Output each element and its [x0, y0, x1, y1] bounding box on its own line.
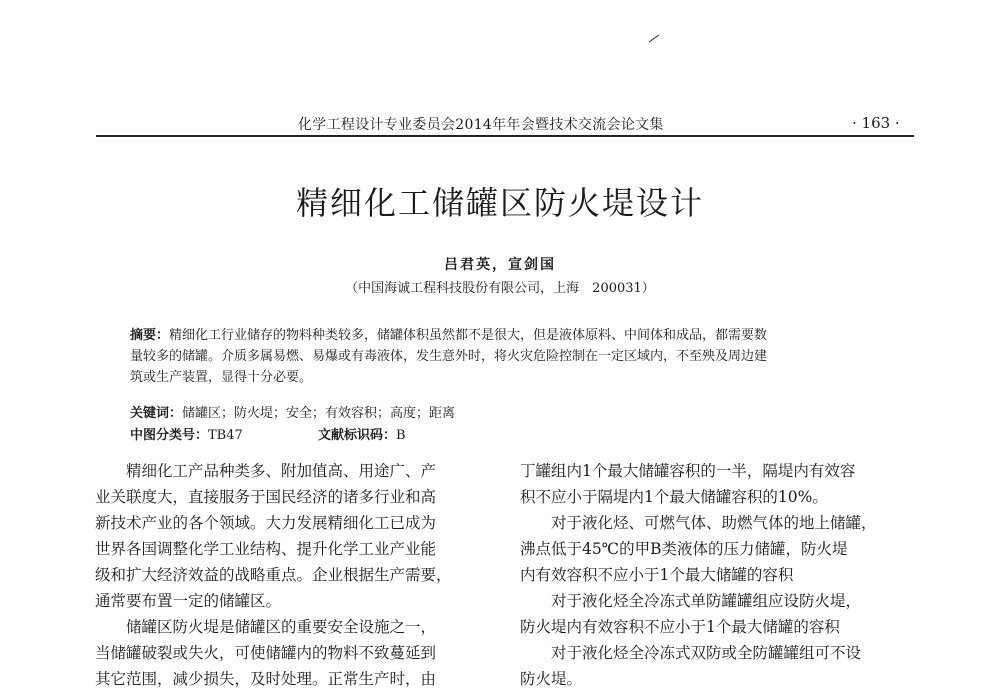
body-line: 对于液化烃全冷冻式双防或全防罐罐组可不设 — [551, 644, 862, 662]
keywords — [130, 402, 455, 421]
running-header: 化学工程设计专业委员会2014年年会暨技术交流会论文集 — [298, 117, 664, 133]
page-number: · 163 · — [852, 114, 900, 132]
body-line: 积不应小于隔堤内1个最大储罐容积的10%。 — [520, 488, 828, 506]
keywords-label: 关键词： — [130, 406, 183, 421]
body-line: 对于液化烃全冷冻式单防罐罐组应设防火堤， — [551, 592, 862, 610]
body-line: 储罐区防火堤是储罐区的重要安全设施之一， — [126, 618, 437, 636]
document-code-value: B — [396, 428, 406, 443]
classification-number — [130, 424, 243, 443]
affiliation: （中国海诚工程科技股份有限公司，上海 200031） — [345, 281, 655, 296]
classification-value: TB47 — [208, 428, 243, 443]
abstract — [130, 325, 890, 388]
body-left-column — [95, 458, 495, 692]
body-line: 当储罐破裂或失火，可使储罐内的物料不致蔓延到 — [95, 644, 437, 662]
scan-mark — [649, 35, 659, 43]
body-line: 世界各国调整化学工业结构、提升化学工业产业能 — [95, 540, 437, 558]
body-line: 沸点低于45℃的甲B类液体的压力储罐，防火堤 — [520, 540, 848, 558]
document-code — [318, 424, 406, 443]
body-line: 新技术产业的各个领域。大力发展精细化工已成为 — [95, 514, 437, 532]
body-line: 对于液化烃、可燃气体、助燃气体的地上储罐， — [551, 514, 877, 532]
body-line: 防火堤。 — [520, 670, 583, 688]
body-line: 业关联度大，直接服务于国民经济的诸多行业和高 — [95, 488, 437, 506]
abstract-line-2: 量较多的储罐。介质多属易燃、易爆或有毒液体，发生意外时，将火灾危险控制在一定区域内，不至殃及周边建 — [130, 349, 768, 364]
body-line: 级和扩大经济效益的战略重点。企业根据生产需要， — [95, 566, 452, 584]
body-right-column — [520, 458, 920, 692]
body-line: 丁罐组内1个最大储罐容积的一半，隔堤内有效容 — [520, 462, 856, 480]
body-line: 精细化工产品种类多、附加值高、用途广、产 — [126, 462, 437, 480]
classification-label: 中图分类号： — [130, 428, 209, 443]
authors: 吕君英，宣剑国 — [444, 257, 556, 273]
keywords-text: 储罐区；防火堤；安全；有效容积；高度；距离 — [182, 406, 456, 421]
header-rule — [96, 135, 914, 137]
abstract-line-1: 摘要：精细化工行业储存的物料种类较多，储罐体积虽然都不是很大，但是液体原料、中间体和成品，都需要数 — [130, 328, 768, 343]
paper-title: 精细化工储罐区防火堤设计 — [295, 184, 704, 222]
body-line: 通常要布置一定的储罐区。 — [95, 592, 282, 610]
abstract-label: 摘要： — [130, 328, 170, 343]
abstract-line-3: 筑或生产装置，显得十分必要。 — [130, 370, 313, 385]
body-line: 其它范围，减少损失，及时处理。正常生产时，由 — [95, 670, 437, 688]
document-code-label: 文献标识码： — [318, 428, 397, 443]
body-line: 内有效容积不应小于1个最大储罐的容积 — [520, 566, 794, 584]
body-line: 防火堤内有效容积不应小于1个最大储罐的容积 — [520, 618, 840, 636]
